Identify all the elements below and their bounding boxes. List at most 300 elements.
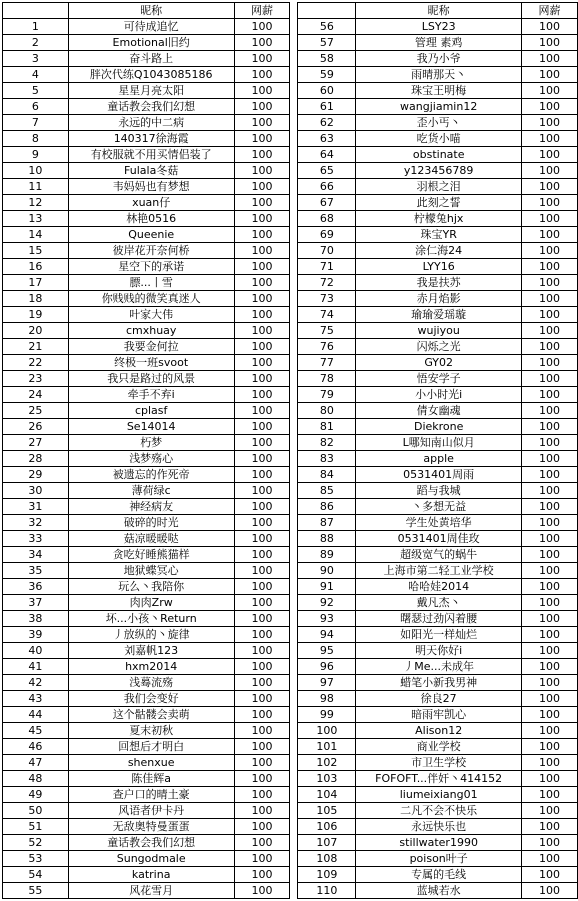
- row-index: 87: [298, 515, 356, 531]
- table-row: [3, 275, 578, 291]
- table-row: [3, 835, 578, 851]
- table-body: [3, 19, 578, 899]
- row-nickname: 戴凡杰丶: [356, 595, 522, 611]
- row-nickname: 韦妈妈也有梦想: [68, 179, 234, 195]
- column-separator: [290, 275, 298, 291]
- row-index: 29: [3, 467, 69, 483]
- row-nickname: y123456789: [356, 163, 522, 179]
- row-salary: 100: [234, 739, 290, 755]
- row-nickname: 彼岸花开奈何桥: [68, 243, 234, 259]
- row-nickname: 柠檬兔hjx: [356, 211, 522, 227]
- row-salary: 100: [234, 707, 290, 723]
- row-salary: 100: [234, 851, 290, 867]
- row-index: 16: [3, 259, 69, 275]
- row-salary: 100: [234, 243, 290, 259]
- row-index: 106: [298, 819, 356, 835]
- row-salary: 100: [522, 627, 578, 643]
- table-row: [3, 307, 578, 323]
- row-salary: 100: [234, 787, 290, 803]
- row-index: 91: [298, 579, 356, 595]
- row-index: 20: [3, 323, 69, 339]
- row-index: 78: [298, 371, 356, 387]
- row-index: 37: [3, 595, 69, 611]
- column-separator: [290, 531, 298, 547]
- row-nickname: 我乃小爷: [356, 51, 522, 67]
- column-separator: [290, 867, 298, 883]
- row-index: 18: [3, 291, 69, 307]
- table-row: [3, 483, 578, 499]
- column-separator: [290, 51, 298, 67]
- row-index: 28: [3, 451, 69, 467]
- header-index-right: [298, 3, 356, 19]
- header-salary-left: 网薪: [234, 3, 290, 19]
- column-separator: [290, 291, 298, 307]
- table-row: [3, 211, 578, 227]
- row-index: 14: [3, 227, 69, 243]
- column-separator: [290, 595, 298, 611]
- table-row: [3, 435, 578, 451]
- table-row: [3, 115, 578, 131]
- column-separator: [290, 515, 298, 531]
- row-salary: 100: [234, 659, 290, 675]
- row-index: 43: [3, 691, 69, 707]
- row-salary: 100: [522, 723, 578, 739]
- row-nickname: 永远快乐也: [356, 819, 522, 835]
- row-nickname: 神经病友: [68, 499, 234, 515]
- row-nickname: 被遗忘的作死帝: [68, 467, 234, 483]
- table-row: [3, 579, 578, 595]
- row-index: 55: [3, 883, 69, 899]
- row-salary: 100: [522, 211, 578, 227]
- row-nickname: stillwater1990: [356, 835, 522, 851]
- table-row: [3, 691, 578, 707]
- row-index: 26: [3, 419, 69, 435]
- row-nickname: 地狱蝶冥心: [68, 563, 234, 579]
- row-salary: 100: [522, 643, 578, 659]
- row-nickname: 管理 素鸡: [356, 35, 522, 51]
- column-separator: [290, 99, 298, 115]
- row-nickname: 浅蓦流殇: [68, 675, 234, 691]
- table-row: [3, 387, 578, 403]
- row-index: 104: [298, 787, 356, 803]
- column-separator: [290, 771, 298, 787]
- row-index: 102: [298, 755, 356, 771]
- table-row: [3, 163, 578, 179]
- row-nickname: 刘嘉帆123: [68, 643, 234, 659]
- row-index: 39: [3, 627, 69, 643]
- table-row: [3, 403, 578, 419]
- row-index: 80: [298, 403, 356, 419]
- row-nickname: 专属的毛线: [356, 867, 522, 883]
- row-nickname: 市卫生学校: [356, 755, 522, 771]
- row-index: 48: [3, 771, 69, 787]
- row-nickname: 可待成追忆: [68, 19, 234, 35]
- table-row: [3, 339, 578, 355]
- row-salary: 100: [522, 307, 578, 323]
- row-nickname: 明天你好i: [356, 643, 522, 659]
- row-nickname: 终极一班svoot: [68, 355, 234, 371]
- row-index: 99: [298, 707, 356, 723]
- row-salary: 100: [234, 483, 290, 499]
- row-salary: 100: [522, 755, 578, 771]
- row-salary: 100: [234, 627, 290, 643]
- row-salary: 100: [234, 451, 290, 467]
- row-nickname: 赤月焰影: [356, 291, 522, 307]
- row-nickname: 菇凉暖暖哒: [68, 531, 234, 547]
- row-nickname: 如阳光一样灿烂: [356, 627, 522, 643]
- row-index: 66: [298, 179, 356, 195]
- table-row: [3, 243, 578, 259]
- row-nickname: 风花雪月: [68, 883, 234, 899]
- row-salary: 100: [234, 323, 290, 339]
- row-salary: 100: [234, 835, 290, 851]
- row-nickname: katrina: [68, 867, 234, 883]
- column-separator: [290, 563, 298, 579]
- row-index: 40: [3, 643, 69, 659]
- header-nickname-left: 昵称: [68, 3, 234, 19]
- row-nickname: 这个骷髅会卖萌: [68, 707, 234, 723]
- row-nickname: 我要金何拉: [68, 339, 234, 355]
- row-salary: 100: [522, 563, 578, 579]
- row-salary: 100: [234, 691, 290, 707]
- row-nickname: 瑜瑜爱瑶璇: [356, 307, 522, 323]
- row-nickname: 林艳0516: [68, 211, 234, 227]
- row-salary: 100: [234, 67, 290, 83]
- row-salary: 100: [522, 451, 578, 467]
- row-index: 51: [3, 819, 69, 835]
- row-index: 34: [3, 547, 69, 563]
- row-nickname: 膘...丨雪: [68, 275, 234, 291]
- column-separator: [290, 147, 298, 163]
- row-salary: 100: [522, 387, 578, 403]
- row-index: 72: [298, 275, 356, 291]
- row-nickname: 童话教会我们幻想: [68, 99, 234, 115]
- row-salary: 100: [522, 83, 578, 99]
- table-row: [3, 323, 578, 339]
- row-salary: 100: [234, 563, 290, 579]
- row-nickname: 丿Me...未成年: [356, 659, 522, 675]
- row-salary: 100: [234, 51, 290, 67]
- row-nickname: 永远的中二病: [68, 115, 234, 131]
- row-index: 74: [298, 307, 356, 323]
- row-nickname: 贪吃好睡熊猫样: [68, 547, 234, 563]
- row-nickname: 暗雨牢凯心: [356, 707, 522, 723]
- row-salary: 100: [234, 387, 290, 403]
- row-salary: 100: [234, 419, 290, 435]
- row-salary: 100: [522, 819, 578, 835]
- row-index: 59: [298, 67, 356, 83]
- row-salary: 100: [522, 515, 578, 531]
- table-row: [3, 547, 578, 563]
- row-nickname: liumeixiang01: [356, 787, 522, 803]
- column-separator: [290, 611, 298, 627]
- row-salary: 100: [234, 515, 290, 531]
- row-nickname: 牵手不弃i: [68, 387, 234, 403]
- row-nickname: 小小时光i: [356, 387, 522, 403]
- table-row: [3, 851, 578, 867]
- row-index: 3: [3, 51, 69, 67]
- table-row: [3, 51, 578, 67]
- row-nickname: 吃货小喵: [356, 131, 522, 147]
- row-nickname: 薄荷绿c: [68, 483, 234, 499]
- row-nickname: 蜡笔小新我男神: [356, 675, 522, 691]
- row-salary: 100: [234, 435, 290, 451]
- row-index: 47: [3, 755, 69, 771]
- row-nickname: 丶多想无益: [356, 499, 522, 515]
- column-separator: [290, 851, 298, 867]
- column-separator: [290, 371, 298, 387]
- row-index: 31: [3, 499, 69, 515]
- row-nickname: 蓝城若水: [356, 883, 522, 899]
- row-index: 4: [3, 67, 69, 83]
- row-salary: 100: [234, 803, 290, 819]
- column-separator: [290, 83, 298, 99]
- row-nickname: LYY16: [356, 259, 522, 275]
- row-index: 33: [3, 531, 69, 547]
- row-salary: 100: [522, 19, 578, 35]
- table-row: [3, 227, 578, 243]
- row-salary: 100: [234, 643, 290, 659]
- row-salary: 100: [234, 595, 290, 611]
- row-salary: 100: [522, 787, 578, 803]
- row-index: 49: [3, 787, 69, 803]
- row-index: 105: [298, 803, 356, 819]
- column-separator: [290, 451, 298, 467]
- table-row: [3, 355, 578, 371]
- row-index: 44: [3, 707, 69, 723]
- row-index: 15: [3, 243, 69, 259]
- row-salary: 100: [234, 723, 290, 739]
- table-row: [3, 99, 578, 115]
- row-nickname: 星星月亮太阳: [68, 83, 234, 99]
- row-salary: 100: [522, 499, 578, 515]
- row-salary: 100: [234, 291, 290, 307]
- row-salary: 100: [522, 595, 578, 611]
- table-row: [3, 643, 578, 659]
- row-salary: 100: [234, 227, 290, 243]
- table-row: [3, 755, 578, 771]
- column-separator: [290, 259, 298, 275]
- table-row: [3, 611, 578, 627]
- row-salary: 100: [234, 259, 290, 275]
- row-index: 77: [298, 355, 356, 371]
- table-row: [3, 67, 578, 83]
- row-index: 95: [298, 643, 356, 659]
- row-nickname: Emotional旧约: [68, 35, 234, 51]
- row-salary: 100: [522, 355, 578, 371]
- row-salary: 100: [234, 83, 290, 99]
- row-index: 56: [298, 19, 356, 35]
- row-index: 93: [298, 611, 356, 627]
- row-salary: 100: [522, 131, 578, 147]
- column-separator: [290, 227, 298, 243]
- table-row: [3, 803, 578, 819]
- row-salary: 100: [234, 819, 290, 835]
- row-index: 76: [298, 339, 356, 355]
- row-nickname: 风语者伊卡丹: [68, 803, 234, 819]
- column-separator: [290, 691, 298, 707]
- row-nickname: L哪知南山似月: [356, 435, 522, 451]
- row-nickname: xuan仔: [68, 195, 234, 211]
- row-salary: 100: [234, 35, 290, 51]
- table-row: [3, 451, 578, 467]
- table-row: [3, 467, 578, 483]
- column-separator: [290, 243, 298, 259]
- table-row: [3, 499, 578, 515]
- row-nickname: 曙瑟过劲闪着腰: [356, 611, 522, 627]
- row-index: 50: [3, 803, 69, 819]
- row-salary: 100: [522, 883, 578, 899]
- row-salary: 100: [522, 291, 578, 307]
- row-index: 94: [298, 627, 356, 643]
- row-salary: 100: [522, 691, 578, 707]
- row-salary: 100: [234, 147, 290, 163]
- row-index: 98: [298, 691, 356, 707]
- row-index: 84: [298, 467, 356, 483]
- row-salary: 100: [234, 371, 290, 387]
- row-salary: 100: [234, 611, 290, 627]
- row-index: 6: [3, 99, 69, 115]
- row-nickname: cmxhuay: [68, 323, 234, 339]
- row-nickname: 超级宽气的蜗牛: [356, 547, 522, 563]
- row-index: 7: [3, 115, 69, 131]
- row-nickname: wujiyou: [356, 323, 522, 339]
- row-salary: 100: [234, 99, 290, 115]
- column-separator: [290, 403, 298, 419]
- column-separator: [290, 419, 298, 435]
- column-separator: [290, 67, 298, 83]
- row-salary: 100: [234, 755, 290, 771]
- row-nickname: 玩么丶我陪你: [68, 579, 234, 595]
- row-salary: 100: [234, 499, 290, 515]
- row-index: 69: [298, 227, 356, 243]
- row-nickname: 雨晴那天丶: [356, 67, 522, 83]
- row-index: 109: [298, 867, 356, 883]
- row-salary: 100: [522, 803, 578, 819]
- row-index: 21: [3, 339, 69, 355]
- row-index: 67: [298, 195, 356, 211]
- row-nickname: 我们会变好: [68, 691, 234, 707]
- row-salary: 100: [234, 211, 290, 227]
- row-index: 73: [298, 291, 356, 307]
- row-index: 61: [298, 99, 356, 115]
- column-separator: [290, 195, 298, 211]
- row-salary: 100: [522, 339, 578, 355]
- row-nickname: 有校服就不用买情侣装了: [68, 147, 234, 163]
- row-nickname: apple: [356, 451, 522, 467]
- column-separator: [290, 835, 298, 851]
- column-separator: [290, 211, 298, 227]
- row-salary: 100: [522, 115, 578, 131]
- row-index: 30: [3, 483, 69, 499]
- table-row: [3, 147, 578, 163]
- column-separator: [290, 323, 298, 339]
- table-row: [3, 195, 578, 211]
- row-index: 22: [3, 355, 69, 371]
- table-row: [3, 531, 578, 547]
- row-nickname: 140317徐海霞: [68, 131, 234, 147]
- row-nickname: 回想后才明白: [68, 739, 234, 755]
- row-nickname: 星空下的承诺: [68, 259, 234, 275]
- row-salary: 100: [234, 531, 290, 547]
- table-row: [3, 627, 578, 643]
- row-salary: 100: [522, 675, 578, 691]
- row-salary: 100: [522, 771, 578, 787]
- row-index: 12: [3, 195, 69, 211]
- column-separator: [290, 115, 298, 131]
- row-index: 81: [298, 419, 356, 435]
- row-salary: 100: [234, 195, 290, 211]
- row-salary: 100: [522, 179, 578, 195]
- row-salary: 100: [234, 403, 290, 419]
- row-salary: 100: [234, 467, 290, 483]
- row-salary: 100: [522, 403, 578, 419]
- row-salary: 100: [522, 531, 578, 547]
- row-nickname: 浅梦殇心: [68, 451, 234, 467]
- row-index: 58: [298, 51, 356, 67]
- row-nickname: 商业学校: [356, 739, 522, 755]
- row-nickname: 悟安学子: [356, 371, 522, 387]
- row-index: 57: [298, 35, 356, 51]
- row-nickname: Queenie: [68, 227, 234, 243]
- table-row: [3, 259, 578, 275]
- row-nickname: 朽梦: [68, 435, 234, 451]
- row-salary: 100: [234, 771, 290, 787]
- row-index: 65: [298, 163, 356, 179]
- column-separator: [290, 787, 298, 803]
- row-index: 110: [298, 883, 356, 899]
- row-index: 8: [3, 131, 69, 147]
- column-separator: [290, 19, 298, 35]
- row-nickname: Fulala冬菇: [68, 163, 234, 179]
- header-nickname-right: 昵称: [356, 3, 522, 19]
- table-row: [3, 19, 578, 35]
- row-nickname: 珠宝YR: [356, 227, 522, 243]
- table-row: [3, 563, 578, 579]
- column-separator: [290, 435, 298, 451]
- row-index: 36: [3, 579, 69, 595]
- row-nickname: 0531401周雨: [356, 467, 522, 483]
- row-nickname: 珠宝王明梅: [356, 83, 522, 99]
- row-salary: 100: [522, 419, 578, 435]
- row-nickname: hxm2014: [68, 659, 234, 675]
- row-nickname: 陈佳辉a: [68, 771, 234, 787]
- row-index: 27: [3, 435, 69, 451]
- column-separator: [290, 179, 298, 195]
- row-salary: 100: [522, 259, 578, 275]
- row-nickname: 夏末初秋: [68, 723, 234, 739]
- table-row: [3, 787, 578, 803]
- row-nickname: cplasf: [68, 403, 234, 419]
- row-nickname: Se14014: [68, 419, 234, 435]
- row-index: 24: [3, 387, 69, 403]
- row-nickname: 上海市第二轻工业学校: [356, 563, 522, 579]
- row-index: 38: [3, 611, 69, 627]
- row-salary: 100: [522, 163, 578, 179]
- row-nickname: 奋斗路上: [68, 51, 234, 67]
- column-separator: [290, 803, 298, 819]
- column-separator: [290, 131, 298, 147]
- table-row: [3, 83, 578, 99]
- row-salary: 100: [234, 163, 290, 179]
- row-index: 23: [3, 371, 69, 387]
- row-salary: 100: [234, 115, 290, 131]
- row-nickname: Alison12: [356, 723, 522, 739]
- column-separator: [290, 355, 298, 371]
- row-index: 108: [298, 851, 356, 867]
- table-row: [3, 723, 578, 739]
- row-nickname: 胖次代练Q1043085186: [68, 67, 234, 83]
